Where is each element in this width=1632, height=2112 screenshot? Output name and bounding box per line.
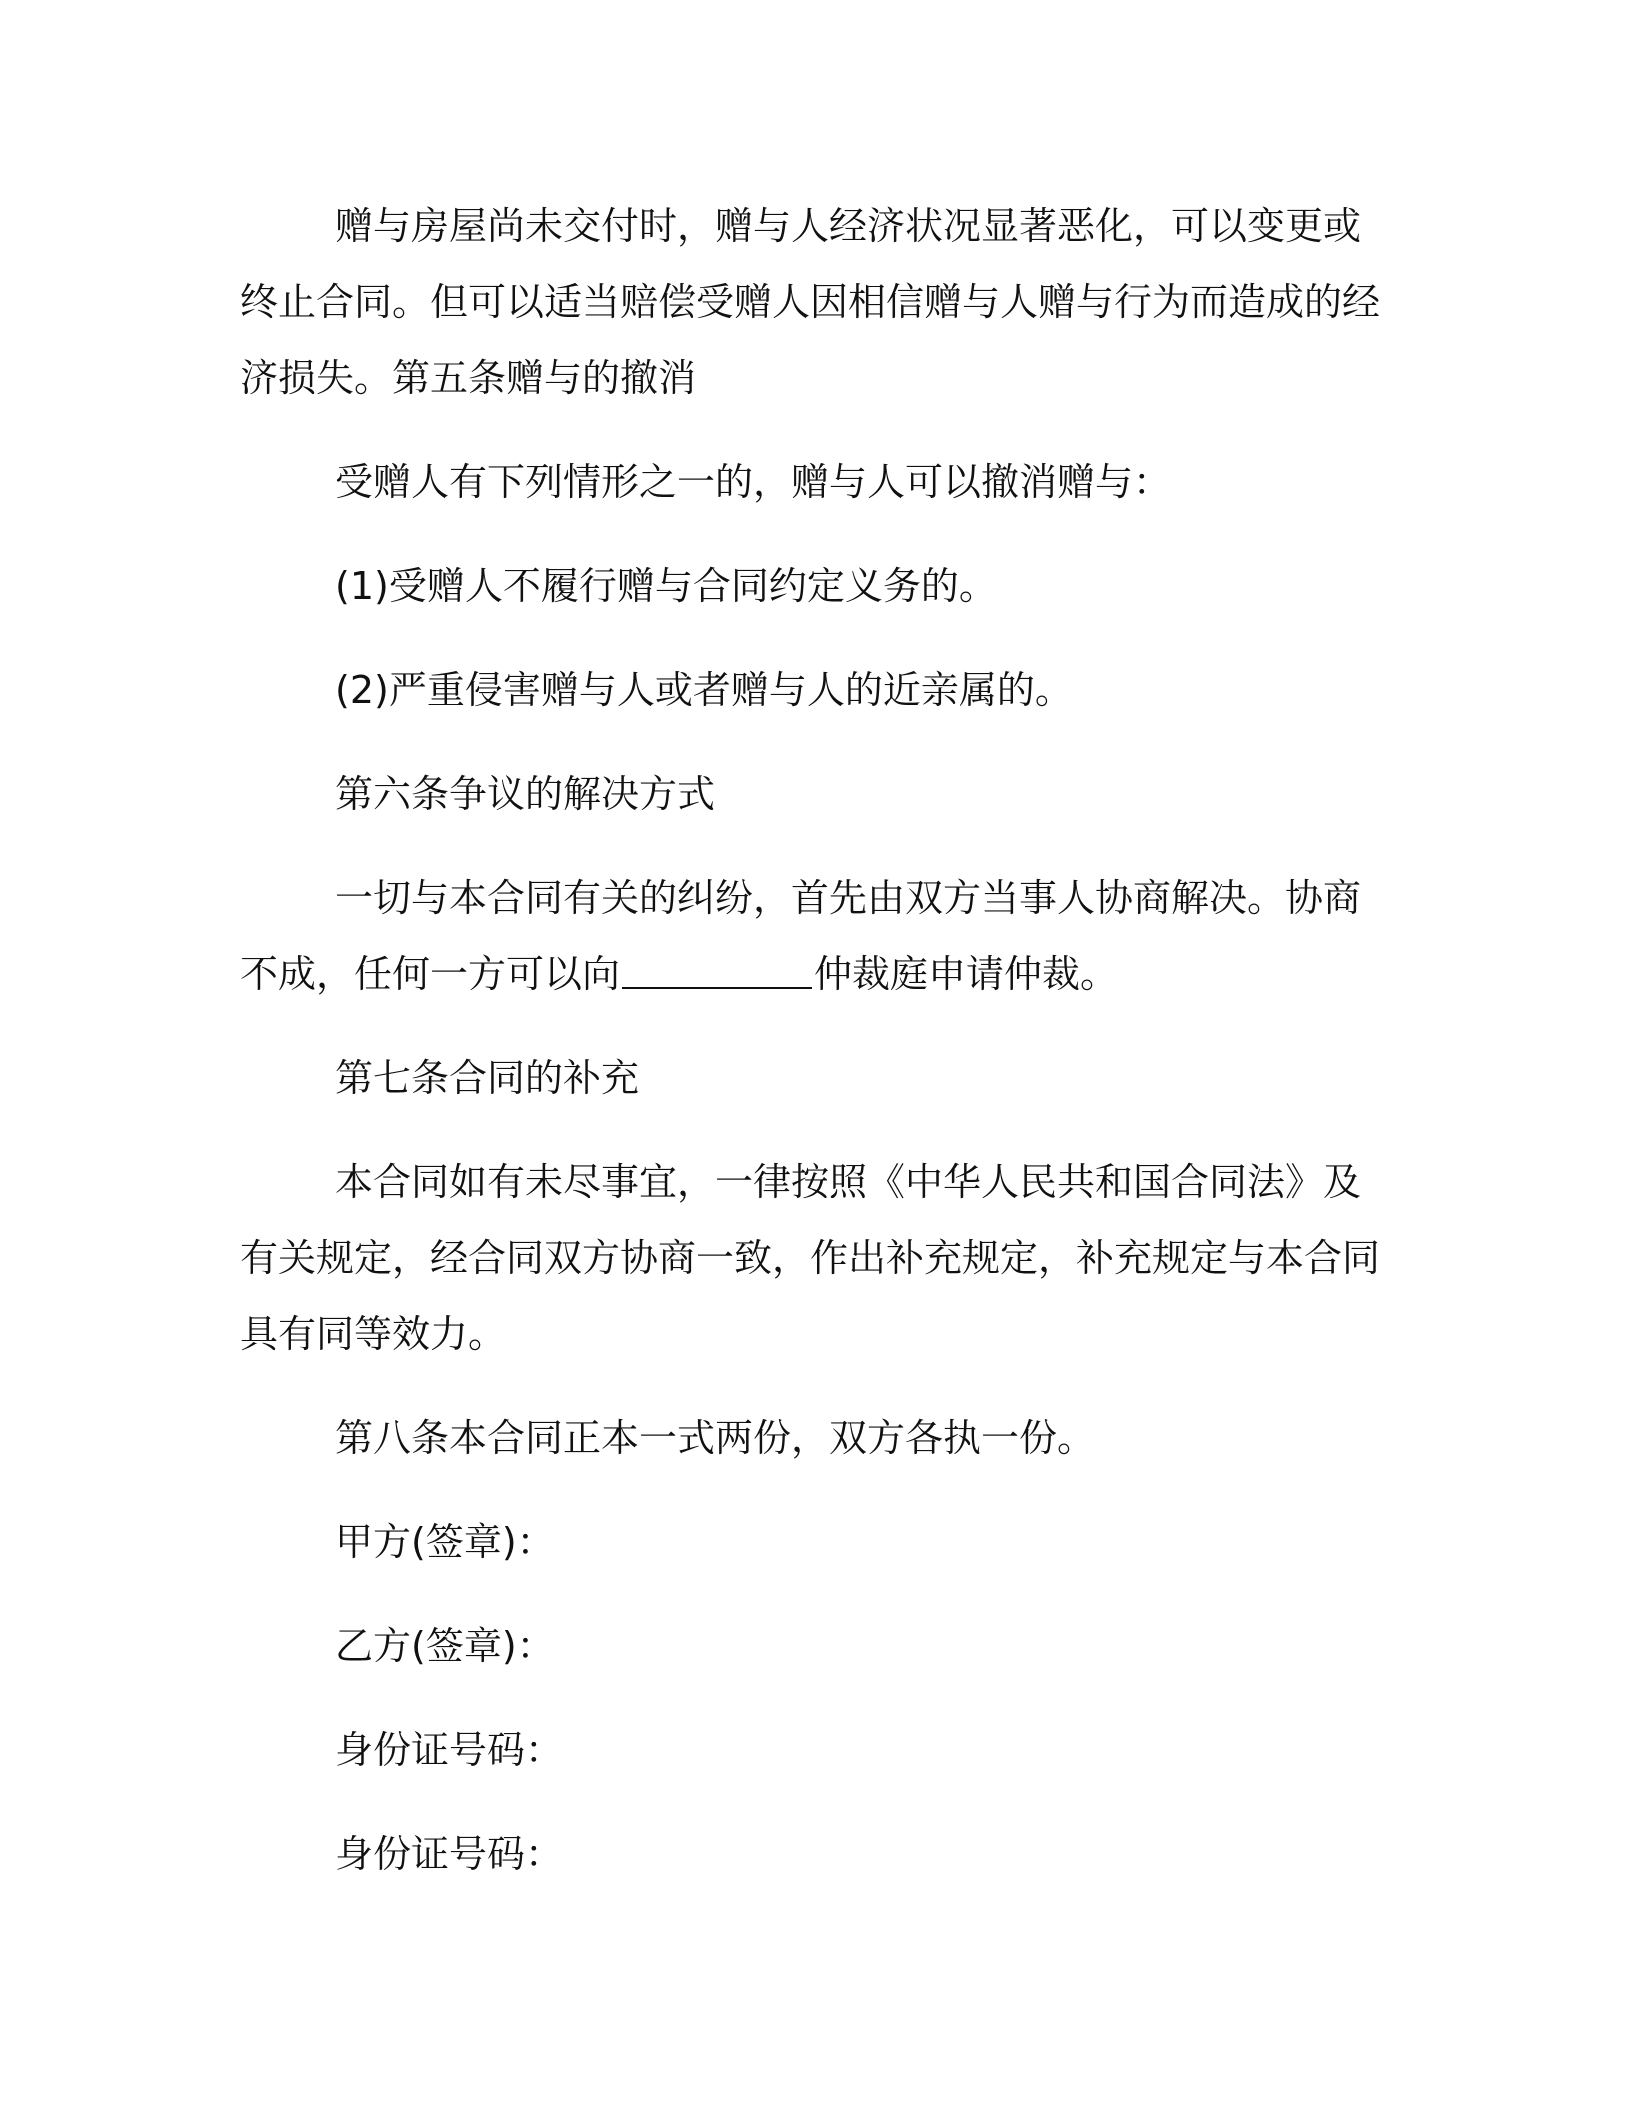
paragraph-condition-1: (1)受赠人不履行赠与合同约定义务的。 [335,564,997,608]
id-number-line-1: 身份证号码： [335,1728,564,1772]
paragraph-condition-2: (2)严重侵害赠与人或者赠与人的近亲属的。 [335,668,1073,712]
heading-article-6: 第六条争议的解决方式 [335,772,716,816]
paragraph-contract-supplement: 本合同如有未尽事宜，一律按照《中华人民共和国合同法》及有关规定，经合同双方协商一致，作出补充规定，补充规定与本合同具有同等效力。 [240,1160,1381,1356]
dispute-text-before-blank: 一切与本合同有关的纠纷，首先由双方当事人协商解决。协商不成，任何一方可以向 [240,876,1362,996]
paragraph-article-8: 第八条本合同正本一式两份，双方各执一份。 [335,1416,1096,1460]
paragraph-revocation-conditions: 受赠人有下列情形之一的，赠与人可以撤消赠与： [335,460,1172,504]
id-number-line-2: 身份证号码： [335,1832,564,1876]
heading-article-7: 第七条合同的补充 [335,1056,640,1100]
party-a-signature-line: 甲方(签章)： [335,1520,555,1564]
paragraph-dispute-resolution [240,860,1390,1012]
party-b-signature-line: 乙方(签章)： [335,1624,555,1668]
arbitration-blank-line [622,955,812,989]
paragraph-gift-revocation-intro: 赠与房屋尚未交付时，赠与人经济状况显著恶化，可以变更或终止合同。但可以适当赔偿受赠人因相信赠与人赠与行为而造成的经济损失。第五条赠与的撤消 [240,204,1381,400]
document-body [240,188,1390,1892]
dispute-text-after-blank: 仲裁庭申请仲裁。 [814,952,1119,996]
